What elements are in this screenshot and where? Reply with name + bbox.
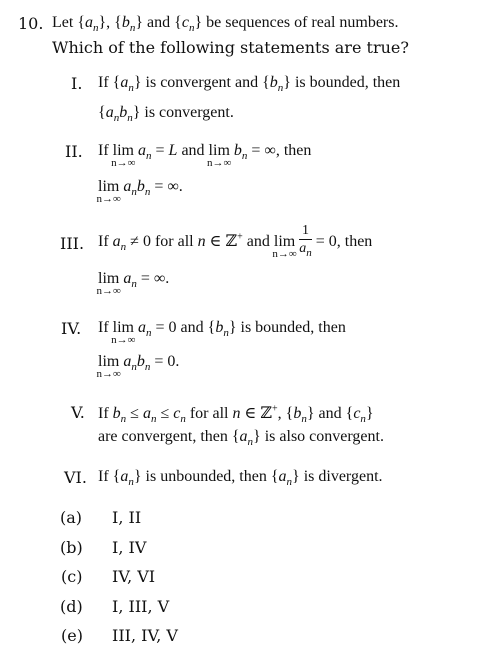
statement-i-line1: If $\{a_n\}$ is convergent and $\{b_n\}$ is bounded, then: [98, 74, 401, 95]
limit-operator: lim n→∞: [272, 232, 297, 260]
statement-label-iv: IV.: [61, 319, 82, 338]
question-intro-line1: Let $\{a_n\}$, $\{b_n\}$ and $\{c_n\}$ be sequences of real numbers.: [52, 14, 399, 35]
limit-operator: lim n→∞: [111, 319, 136, 346]
option-b-text: I, IV: [112, 538, 147, 557]
fraction-one-over-an: $\frac{1}{a_n}$: [299, 223, 312, 259]
limit-operator: lim n→∞: [96, 178, 121, 205]
question-intro-line2: Which of the following statements are true?: [52, 38, 409, 57]
option-a-text: I, II: [112, 508, 142, 527]
statement-vi-line1: If $\{a_n\}$ is unbounded, then $\{a_n\}$ is divergent.: [98, 468, 383, 489]
statement-label-iii: III.: [60, 234, 85, 253]
limit-operator: lim n→∞: [111, 142, 136, 169]
option-e-label: (e): [61, 626, 83, 645]
statement-iv-line2: lim n→∞ $a_nb_n = 0$.: [96, 353, 180, 380]
statement-label-v: V.: [71, 403, 85, 422]
statement-ii-line1: If lim n→∞ $a_n = L$ and lim n→∞ $b_n$ = ∞, then: [98, 142, 312, 169]
option-c-label: (c): [61, 567, 83, 586]
option-b-label: (b): [60, 538, 83, 557]
statement-iii-line2: lim n→∞ $a_n$ = ∞.: [96, 270, 170, 297]
statement-label-vi: VI.: [64, 468, 87, 487]
statement-iv-line1: If lim n→∞ $a_n = 0$ and $\{b_n\}$ is bounded, then: [98, 319, 346, 346]
limit-operator: lim n→∞: [96, 270, 121, 297]
option-e-text: III, IV, V: [112, 626, 178, 645]
statement-i-line2: $\{a_nb_n\}$ is convergent.: [98, 104, 234, 125]
option-d-label: (d): [60, 597, 83, 616]
statement-label-ii: II.: [65, 142, 83, 161]
statement-v-line1: If $b_n \le a_n \le c_n$ for all n ∈ ℤ+, $\{b_n\}$ and $\{c_n\}$: [98, 403, 374, 426]
option-d-text: I, III, V: [112, 597, 170, 616]
option-a-label: (a): [60, 508, 83, 527]
option-c-text: IV, VI: [112, 567, 156, 586]
statement-iii-line1: If $a_n \ne 0$ for all n ∈ ℤ+ and lim n→∞ $\frac{1}{a_n}$ = 0, then: [98, 223, 373, 260]
limit-operator: lim n→∞: [96, 353, 121, 380]
statement-ii-line2: lim n→∞ $a_nb_n$ = ∞.: [96, 178, 183, 205]
statement-label-i: I.: [71, 74, 83, 93]
statement-v-line2: are convergent, then $\{a_n\}$ is also convergent.: [98, 428, 384, 449]
limit-operator: lim n→∞: [207, 142, 232, 169]
question-number: 10.: [18, 14, 44, 33]
